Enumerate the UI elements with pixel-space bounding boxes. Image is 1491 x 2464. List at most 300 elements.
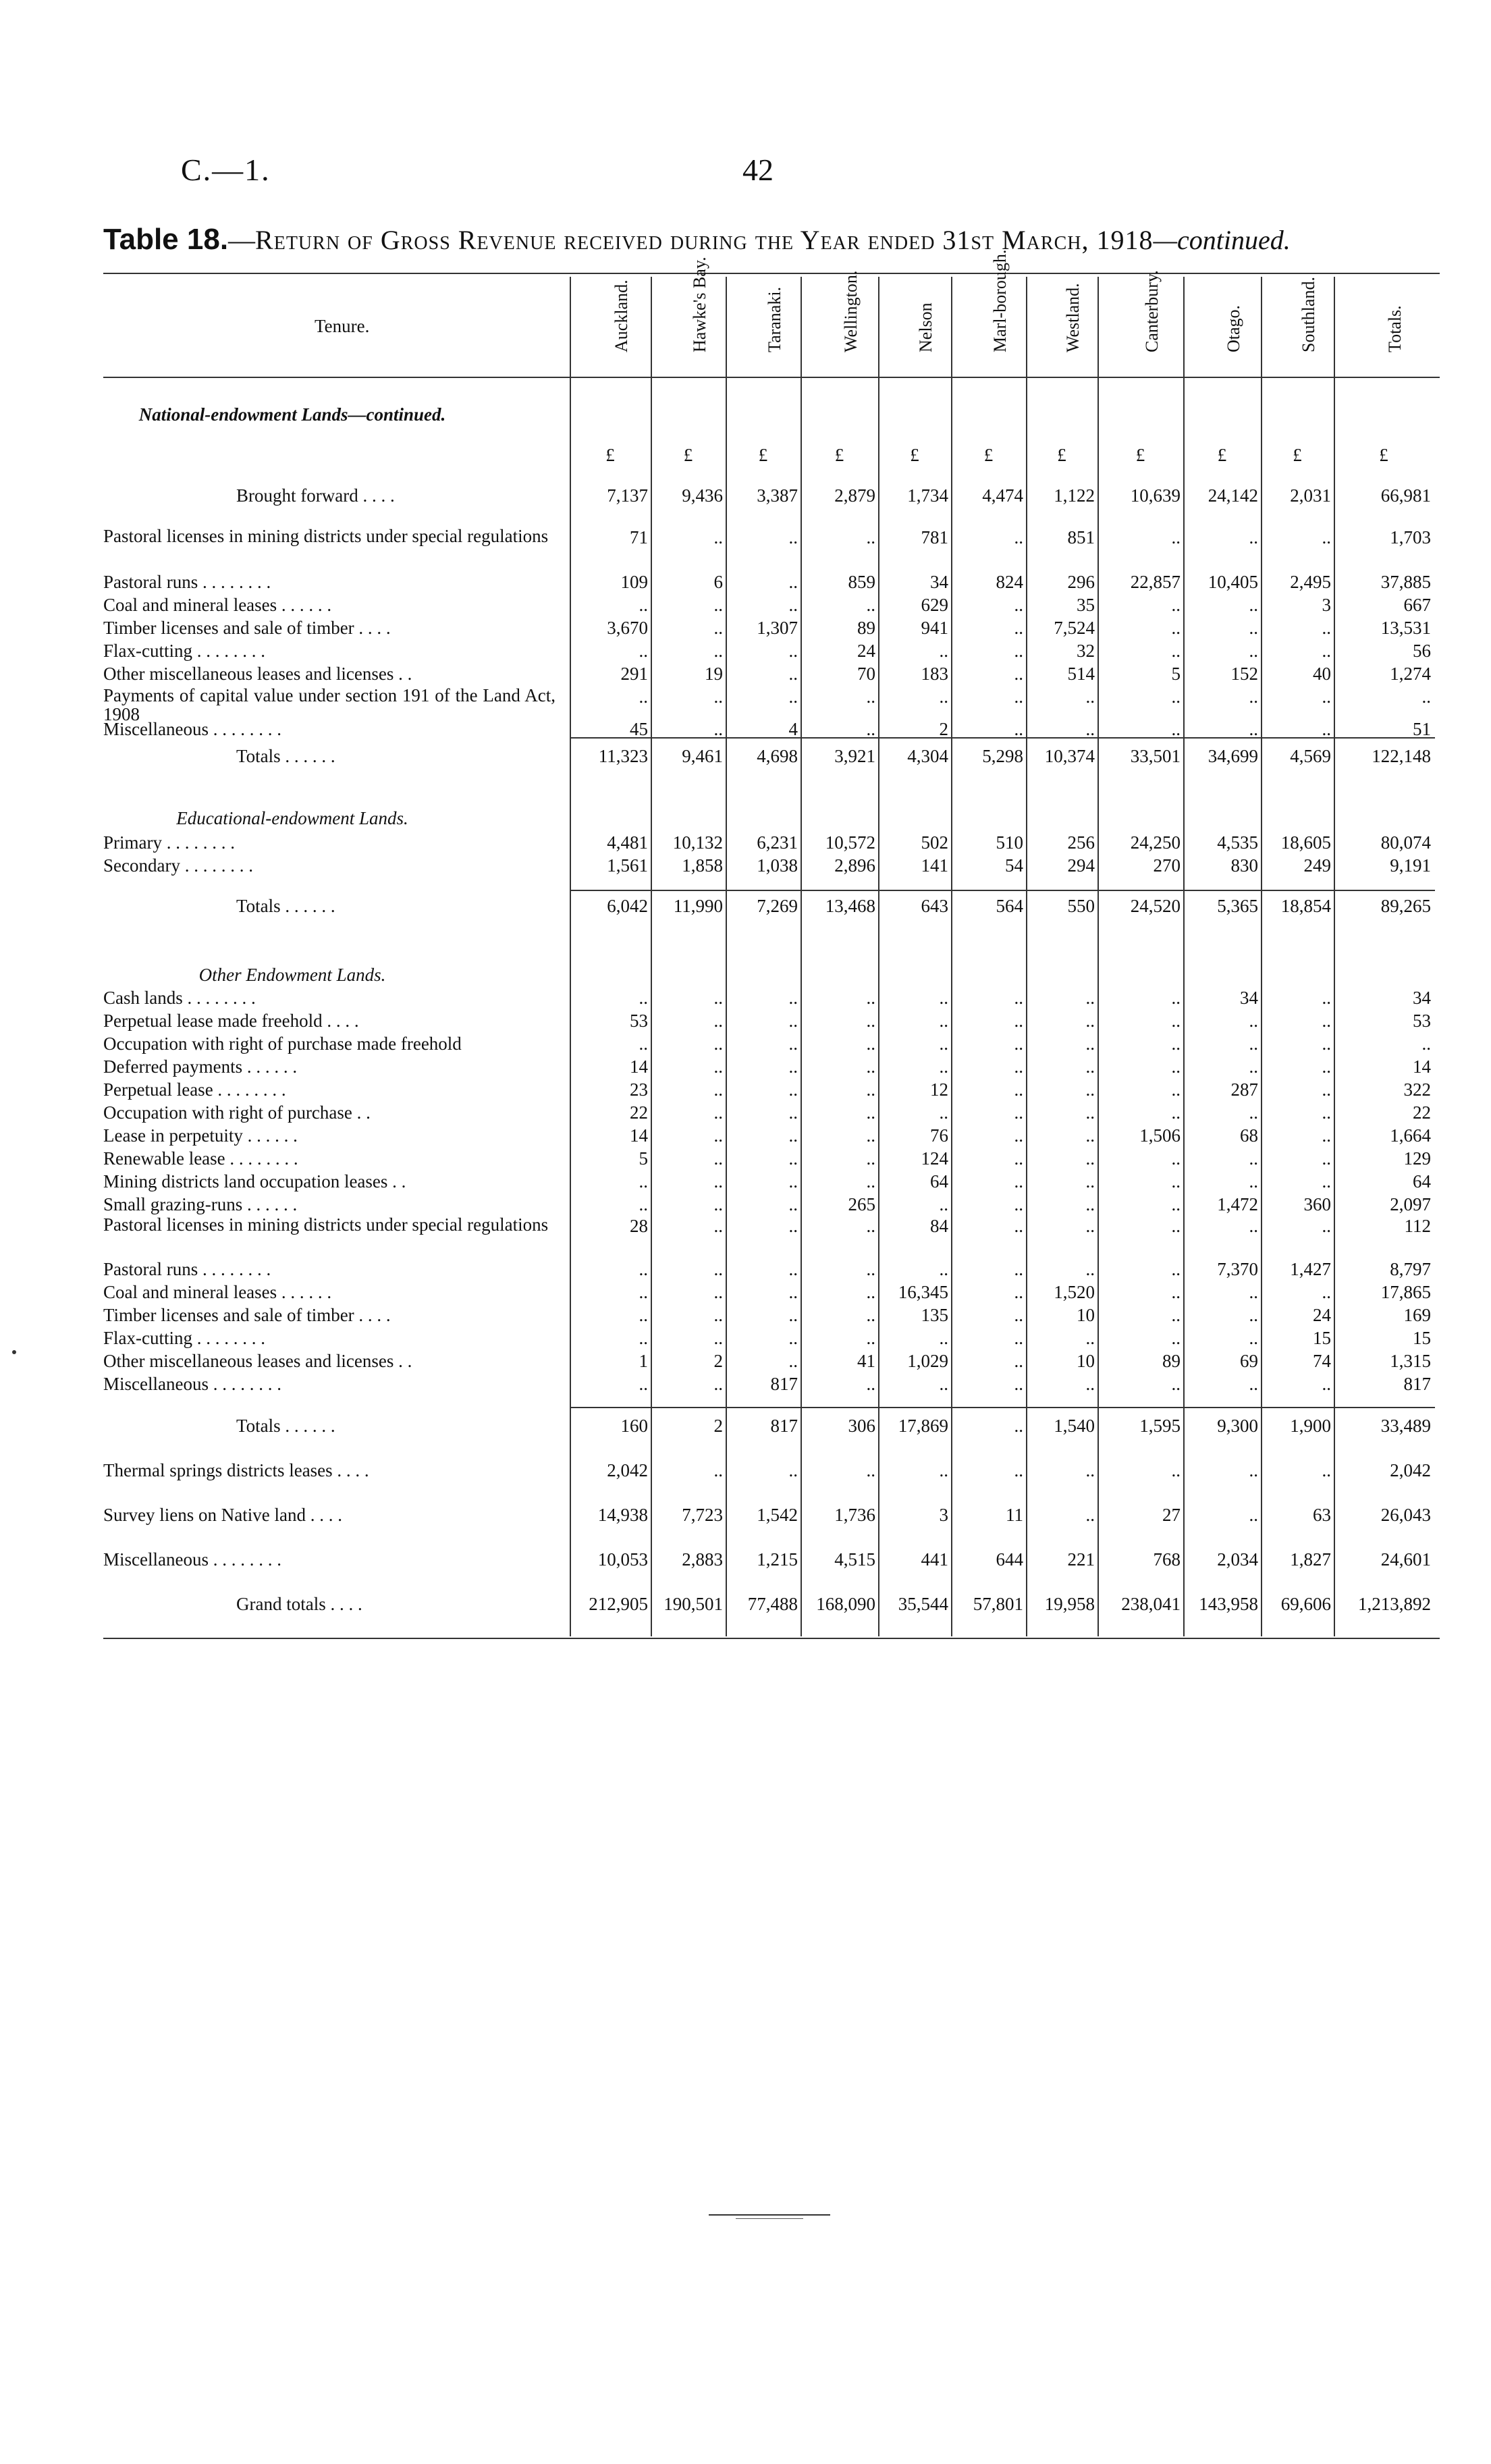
table-cell: .. (1014, 1148, 1023, 1169)
table-cell: .. (1249, 1011, 1258, 1031)
table-cell: 1,315 (1390, 1351, 1431, 1371)
table-cell: £ (834, 445, 844, 465)
table-cell: 360 (1303, 1194, 1331, 1214)
table-cell: .. (1014, 687, 1023, 707)
table-cell: .. (1085, 1148, 1095, 1169)
table-cell: .. (1014, 1305, 1023, 1325)
row-label: Flax-cutting . . . . . . . . (103, 641, 265, 661)
table-cell: 74 (1313, 1351, 1331, 1371)
table-cell: .. (788, 1351, 798, 1371)
table-cell: 4,569 (1290, 746, 1331, 766)
table-cell: 10 (1077, 1351, 1095, 1371)
table-cell: 1,427 (1290, 1259, 1331, 1279)
table-cell: 37,885 (1380, 572, 1431, 592)
table-cell: 1,038 (757, 855, 798, 876)
table-cell: 667 (1403, 595, 1431, 615)
table-cell: 3,921 (834, 746, 875, 766)
table-cell: .. (713, 1259, 723, 1279)
column-header-label: Totals. (1385, 305, 1405, 352)
table-cell: .. (639, 1374, 648, 1394)
table-cell: 296 (1067, 572, 1095, 592)
table-cell: £ (758, 445, 768, 465)
table-cell: .. (1085, 1194, 1095, 1214)
table-cell: .. (788, 595, 798, 615)
table-cell: 24,520 (1130, 896, 1181, 916)
table-cell: 33,501 (1130, 746, 1181, 766)
table-cell: .. (1085, 1505, 1095, 1525)
table-cell: .. (1014, 1328, 1023, 1348)
table-cell: .. (939, 1034, 948, 1054)
table-cell: .. (866, 988, 875, 1008)
row-label: Other miscellaneous leases and licenses . . (103, 1351, 412, 1371)
table-cell: .. (1014, 1460, 1023, 1480)
table-cell: 643 (921, 896, 948, 916)
table-cell: .. (1014, 1416, 1023, 1436)
column-header-label: Wellington. (840, 270, 861, 352)
row-label: Coal and mineral leases . . . . . . (103, 595, 332, 615)
table-cell: 4,515 (834, 1549, 875, 1570)
totals-rule (570, 890, 1435, 891)
table-cell: .. (1014, 664, 1023, 684)
table-cell: 80,074 (1380, 832, 1431, 853)
table-cell: 2,495 (1290, 572, 1331, 592)
table-cell: .. (1014, 595, 1023, 615)
table-cell: .. (1421, 1034, 1431, 1054)
table-cell: 143,958 (1199, 1594, 1258, 1614)
column-header (803, 270, 879, 371)
table-cell: 160 (620, 1416, 648, 1436)
table-cell: .. (788, 1125, 798, 1146)
table-cell: .. (1014, 1079, 1023, 1100)
table-cell: .. (1322, 527, 1331, 547)
page-number: 42 (742, 153, 774, 187)
row-label: Pastoral licenses in mining districts under special regulations (103, 1214, 549, 1235)
table-cell: 4,474 (982, 485, 1023, 506)
table-cell: 19,958 (1044, 1594, 1095, 1614)
table-cell: .. (713, 1374, 723, 1394)
table-cell: 502 (921, 832, 948, 853)
table-cell: .. (1249, 1305, 1258, 1325)
table-cell: 1,561 (607, 855, 648, 876)
table-cell: .. (713, 1194, 723, 1214)
table-cell: .. (639, 641, 648, 661)
row-label: Totals . . . . . . (236, 896, 335, 916)
table-cell: .. (1171, 719, 1181, 739)
table-cell: 306 (848, 1416, 875, 1436)
table-cell: .. (713, 618, 723, 638)
header-tenure: Tenure. (315, 316, 370, 336)
table-cell: .. (639, 1259, 648, 1279)
table-cell: 1,736 (834, 1505, 875, 1525)
table-cell: .. (1322, 988, 1331, 1008)
table-cell: 89 (857, 618, 875, 638)
table-cell: 54 (1005, 855, 1023, 876)
table-cell: .. (866, 1102, 875, 1123)
table-cell: .. (1249, 1282, 1258, 1302)
table-cell: 2,042 (607, 1460, 648, 1480)
table-cell: 2,879 (834, 485, 875, 506)
table-cell: .. (713, 1102, 723, 1123)
table-cell: .. (866, 1125, 875, 1146)
table-cell: 1,540 (1054, 1416, 1095, 1436)
table-cell: .. (1085, 1216, 1095, 1236)
table-cell: 6 (713, 572, 723, 592)
table-cell: 824 (996, 572, 1023, 592)
table-cell: .. (939, 988, 948, 1008)
table-cell: 1,827 (1290, 1549, 1331, 1570)
table-cell: 14 (1413, 1056, 1431, 1077)
table-cell: .. (788, 1328, 798, 1348)
table-cell: .. (1171, 1305, 1181, 1325)
table-cell: 14 (630, 1125, 648, 1146)
table-cell: .. (1322, 1079, 1331, 1100)
table-cell: 3,387 (757, 485, 798, 506)
table-cell: 69 (1240, 1351, 1258, 1371)
table-cell: .. (1171, 1374, 1181, 1394)
table-cell: 26,043 (1380, 1505, 1431, 1525)
column-header-label: Hawke's Bay. (689, 257, 709, 352)
row-label: Occupation with right of purchase made freehold (103, 1034, 462, 1054)
table-cell: .. (866, 1034, 875, 1054)
table-cell: 9,461 (682, 746, 723, 766)
table-cell: .. (1085, 1079, 1095, 1100)
table-cell: .. (1014, 1374, 1023, 1394)
row-label: Miscellaneous . . . . . . . . (103, 719, 281, 739)
table-cell: .. (713, 1011, 723, 1031)
row-label: Flax-cutting . . . . . . . . (103, 1328, 265, 1348)
table-cell: 3,670 (607, 618, 648, 638)
table-cell: .. (1171, 1079, 1181, 1100)
row-label: Grand totals . . . . (236, 1594, 362, 1614)
table-cell: 1,506 (1139, 1125, 1181, 1146)
table-cell: 14 (630, 1056, 648, 1077)
table-cell: .. (1085, 1460, 1095, 1480)
table-cell: .. (713, 719, 723, 739)
table-cell: 32 (1077, 641, 1095, 661)
table-cell: £ (1057, 445, 1066, 465)
table-cell: 28 (630, 1216, 648, 1236)
table-cell: 89 (1162, 1351, 1181, 1371)
table-cell: .. (788, 687, 798, 707)
column-header-label: Southland. (1299, 277, 1318, 352)
table-cell: 24,250 (1130, 832, 1181, 853)
table-cell: £ (910, 445, 919, 465)
table-cell: 2,097 (1390, 1194, 1431, 1214)
table-cell: .. (1085, 1328, 1095, 1348)
table-cell: 2,042 (1390, 1460, 1431, 1480)
table-cell: .. (1171, 1148, 1181, 1169)
table-cell: 2,896 (834, 855, 875, 876)
table-cell: 5,365 (1217, 896, 1258, 916)
table-cell: .. (1249, 1102, 1258, 1123)
row-label: Perpetual lease . . . . . . . . (103, 1079, 286, 1100)
column-header-label: Canterbury. (1141, 270, 1162, 352)
table-cell: .. (1085, 1056, 1095, 1077)
table-cell: .. (788, 1216, 798, 1236)
column-header (1186, 270, 1262, 371)
table-cell: 12 (930, 1079, 948, 1100)
table-cell: 9,436 (682, 485, 723, 506)
table-cell: 941 (921, 618, 948, 638)
table-cell: 84 (930, 1216, 948, 1236)
table-cell: .. (713, 641, 723, 661)
table-cell: 7,723 (682, 1505, 723, 1525)
table-cell: .. (1171, 1034, 1181, 1054)
table-cell: 270 (1153, 855, 1181, 876)
row-label: Thermal springs districts leases . . . . (103, 1460, 369, 1480)
table-cell: .. (1249, 719, 1258, 739)
table-cell: .. (939, 1328, 948, 1348)
table-cell: .. (1322, 1460, 1331, 1480)
table-cell: .. (713, 1079, 723, 1100)
table-cell: .. (713, 1125, 723, 1146)
table-cell: .. (1014, 1171, 1023, 1191)
table-cell: .. (1322, 1216, 1331, 1236)
row-label: Coal and mineral leases . . . . . . (103, 1282, 332, 1302)
table-cell: 550 (1067, 896, 1095, 916)
column-header (881, 270, 952, 371)
table-cell: .. (788, 1034, 798, 1054)
table-cell: .. (1085, 1011, 1095, 1031)
row-label: Small grazing-runs . . . . . . (103, 1194, 298, 1214)
column-rule (1097, 277, 1099, 1636)
table-cell: .. (1322, 1125, 1331, 1146)
table-cell: .. (788, 1259, 798, 1279)
row-label: Mining districts land occupation leases . . (103, 1171, 406, 1191)
table-cell: 124 (921, 1148, 948, 1169)
table-cell: .. (788, 664, 798, 684)
table-cell: 322 (1403, 1079, 1431, 1100)
row-label: National-endowment Lands—continued. (138, 404, 446, 425)
table-cell: .. (1014, 988, 1023, 1008)
table-cell: 77,488 (747, 1594, 798, 1614)
table-cell: 152 (1230, 664, 1258, 684)
table-cell: 76 (930, 1125, 948, 1146)
table-cell: .. (1249, 1171, 1258, 1191)
table-cell: .. (1171, 1259, 1181, 1279)
table-cell: .. (1085, 1374, 1095, 1394)
row-label: Renewable lease . . . . . . . . (103, 1148, 298, 1169)
table-cell: 56 (1413, 641, 1431, 661)
table-cell: .. (713, 1305, 723, 1325)
table-cell: .. (639, 1282, 648, 1302)
table-cell: 1,542 (757, 1505, 798, 1525)
table-cell: £ (1135, 445, 1145, 465)
table-cell: 1,213,892 (1358, 1594, 1431, 1614)
table-cell: 2,031 (1290, 485, 1331, 506)
table-cell: .. (1014, 1011, 1023, 1031)
table-cell: .. (788, 988, 798, 1008)
table-cell: 817 (1403, 1374, 1431, 1394)
table-cell: £ (1293, 445, 1302, 465)
table-cell: 7,370 (1217, 1259, 1258, 1279)
table-cell: 68 (1240, 1125, 1258, 1146)
table-cell: 9,191 (1390, 855, 1431, 876)
table-cell: .. (713, 595, 723, 615)
table-cell: 183 (921, 664, 948, 684)
table-cell: 109 (620, 572, 648, 592)
table-cell: .. (1014, 1056, 1023, 1077)
table-cell: .. (1014, 1351, 1023, 1371)
table-cell: 24 (1313, 1305, 1331, 1325)
table-cell: .. (1171, 1216, 1181, 1236)
table-cell: .. (713, 1216, 723, 1236)
table-cell: 23 (630, 1079, 648, 1100)
table-cell: 817 (770, 1374, 798, 1394)
table-cell: .. (1322, 1148, 1331, 1169)
table-cell: .. (639, 1194, 648, 1214)
table-cell: 53 (630, 1011, 648, 1031)
row-label: Pastoral runs . . . . . . . . (103, 1259, 271, 1279)
table-title-suffix: —continued. (1153, 225, 1291, 255)
table-cell: .. (1322, 618, 1331, 638)
table-cell: .. (1322, 1102, 1331, 1123)
table-cell: 294 (1067, 855, 1095, 876)
table-cell: .. (866, 595, 875, 615)
table-cell: .. (1014, 1125, 1023, 1146)
table-cell: 1,734 (907, 485, 948, 506)
table-cell: 34,699 (1208, 746, 1258, 766)
table-cell: .. (1014, 618, 1023, 638)
table-cell: 5 (639, 1148, 648, 1169)
table-cell: .. (866, 1216, 875, 1236)
column-header-label: Taranaki. (764, 286, 784, 352)
column-header-label: Auckland. (612, 279, 631, 352)
row-label: Payments of capital value under section 191 of the Land Act, 1908 (103, 685, 555, 724)
table-cell: .. (788, 527, 798, 547)
table-cell: 1,274 (1390, 664, 1431, 684)
table-cell: 9,300 (1217, 1416, 1258, 1436)
table-cell: 63 (1313, 1505, 1331, 1525)
table-cell: 22,857 (1130, 572, 1181, 592)
table-cell: 135 (921, 1305, 948, 1325)
table-cell: .. (713, 1171, 723, 1191)
table-cell: 19 (705, 664, 723, 684)
table-cell: .. (639, 687, 648, 707)
row-label: Brought forward . . . . (236, 485, 395, 506)
table-cell: 1,122 (1054, 485, 1095, 506)
table-cell: 10,053 (597, 1549, 648, 1570)
table-cell: .. (1014, 641, 1023, 661)
table-cell: 14,938 (597, 1505, 648, 1525)
column-rule (951, 277, 952, 1636)
table-cell: 66,981 (1380, 485, 1431, 506)
table-cell: 1,029 (907, 1351, 948, 1371)
table-cell: .. (713, 1034, 723, 1054)
table-cell: 1,307 (757, 618, 798, 638)
table-cell: .. (639, 1328, 648, 1348)
table-cell: .. (1249, 687, 1258, 707)
table-cell: .. (1322, 1056, 1331, 1077)
table-cell: .. (713, 1056, 723, 1077)
table-cell: 35 (1077, 595, 1095, 615)
table-cell: 5,298 (982, 746, 1023, 766)
table-cell: .. (1171, 595, 1181, 615)
table-cell: .. (939, 1056, 948, 1077)
table-cell: .. (1085, 1259, 1095, 1279)
row-label: Timber licenses and sale of timber . . . . (103, 1305, 391, 1325)
table-cell: 45 (630, 719, 648, 739)
table-cell: .. (1085, 988, 1095, 1008)
table-cell: 2,034 (1217, 1549, 1258, 1570)
table-cell: .. (788, 1056, 798, 1077)
table-cell: 112 (1404, 1216, 1431, 1236)
table-cell: 122,148 (1372, 746, 1431, 766)
table-cell: .. (788, 1305, 798, 1325)
table-cell: .. (713, 687, 723, 707)
table-cell: .. (1322, 1011, 1331, 1031)
table-cell: 34 (1240, 988, 1258, 1008)
margin-mark (12, 1350, 16, 1354)
table-cell: 16,345 (898, 1282, 948, 1302)
table-cell: .. (1249, 618, 1258, 638)
table-cell: .. (1322, 719, 1331, 739)
table-cell: .. (1322, 687, 1331, 707)
table-cell: .. (1014, 1259, 1023, 1279)
table-cell: .. (866, 719, 875, 739)
table-cell: 70 (857, 664, 875, 684)
table-cell: 4 (788, 719, 798, 739)
table-cell: .. (939, 687, 948, 707)
table-cell: .. (713, 1460, 723, 1480)
table-cell: 212,905 (589, 1594, 648, 1614)
row-label: Survey liens on Native land . . . . (103, 1505, 342, 1525)
table-cell: .. (788, 1460, 798, 1480)
table-cell: 510 (996, 832, 1023, 853)
column-header-label: Westland. (1063, 283, 1083, 352)
table-cell: 3 (939, 1505, 948, 1525)
table-cell: 64 (930, 1171, 948, 1191)
table-cell: 781 (921, 527, 948, 547)
row-label: Timber licenses and sale of timber . . . . (103, 618, 391, 638)
table-cell: 6,231 (757, 832, 798, 853)
table-cell: 256 (1067, 832, 1095, 853)
table-cell: 33,489 (1380, 1416, 1431, 1436)
table-cell: .. (788, 572, 798, 592)
table-cell: 71 (630, 527, 648, 547)
table-cell: .. (1171, 1194, 1181, 1214)
table-cell: 10,374 (1044, 746, 1095, 766)
table-cell: .. (1014, 719, 1023, 739)
table-cell: .. (1014, 1102, 1023, 1123)
bottom-rule (103, 1638, 1440, 1639)
column-header-label: Marl-borough. (990, 249, 1010, 352)
table-cell: 564 (996, 896, 1023, 916)
table-cell: 1,900 (1290, 1416, 1331, 1436)
table-cell: .. (866, 527, 875, 547)
table-cell: .. (1249, 1505, 1258, 1525)
row-label: Miscellaneous . . . . . . . . (103, 1374, 281, 1394)
table-cell: .. (639, 1171, 648, 1191)
table-cell: 17,865 (1380, 1282, 1431, 1302)
table-cell: 287 (1230, 1079, 1258, 1100)
table-cell: .. (713, 1282, 723, 1302)
column-header (1336, 270, 1435, 371)
table-cell: 18,854 (1280, 896, 1331, 916)
row-label: Totals . . . . . . (236, 746, 335, 766)
column-rule (726, 277, 727, 1636)
table-cell: .. (939, 1460, 948, 1480)
column-rule (1026, 277, 1027, 1636)
table-cell: 1,664 (1390, 1125, 1431, 1146)
table-cell: 7,137 (607, 485, 648, 506)
table-cell: 1,858 (682, 855, 723, 876)
table-cell: 4,304 (907, 746, 948, 766)
table-cell: 4,481 (607, 832, 648, 853)
table-cell: 1,703 (1390, 527, 1431, 547)
table-title (103, 223, 1446, 257)
table-cell: .. (1249, 1148, 1258, 1169)
